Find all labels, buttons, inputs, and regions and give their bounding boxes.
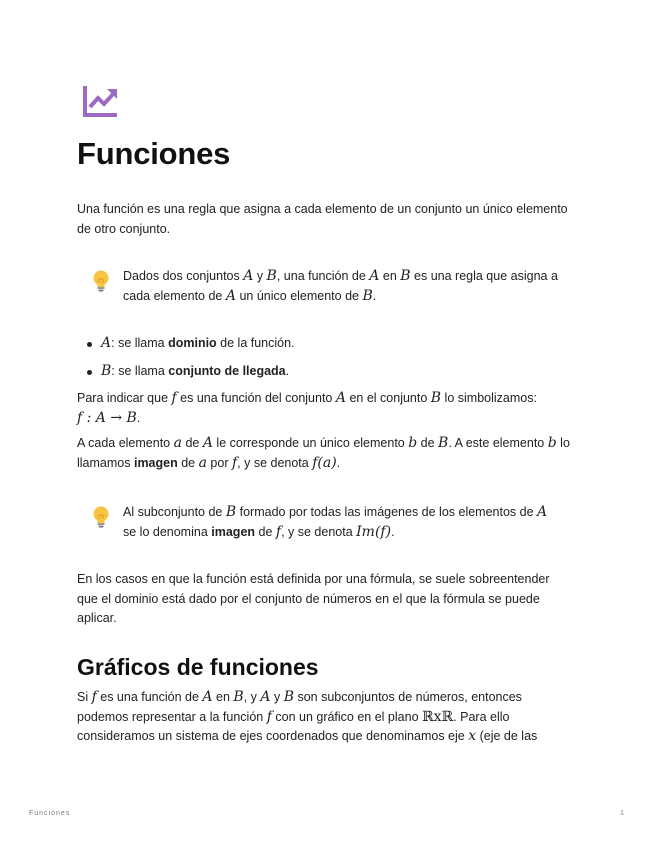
graph-paragraph: Si f es una función de A en B, y A y B son subconjuntos de números, entonces podemos representar a la función f con un gráfico en el plano ℝxℝ. Para ello consideramos un sistema de ejes coordenados que denominamos eje x (eje de las xyxy=(77,689,538,744)
definition-list xyxy=(77,334,573,390)
image-paragraph: A cada elemento a de A le corresponde un único elemento b de B. A este elemento b lo llamamos imagen de a por f, y se denota f(a). xyxy=(77,435,570,471)
domain-paragraph: En los casos en que la función está definida por una fórmula, se suele sobreentender que el dominio está dado por el conjunto de números en el que la fórmula se puede aplicar. xyxy=(77,572,550,625)
list-item-codomain: B: se llama conjunto de llegada. xyxy=(77,362,573,390)
function-notation: f : A → B xyxy=(77,409,137,426)
intro-paragraph: Una función es una regla que asigna a cada elemento de un conjunto un único elemento de otro conjunto. xyxy=(77,202,568,236)
callout-definition-text: Dados dos conjuntos A y B, una función de A en B es una regla que asigna a cada elemento de A un único elemento de B. xyxy=(123,268,558,304)
callout-image xyxy=(77,503,573,547)
page-title: Funciones xyxy=(77,136,231,171)
lightbulb-icon xyxy=(91,505,111,529)
chart-trend-icon xyxy=(82,84,120,118)
symbol-paragraph: Para indicar que f es una función del conjunto A en el conjunto B lo simbolizamos: f : A → B. xyxy=(77,390,537,426)
lightbulb-icon xyxy=(91,269,111,293)
list-item-domain: A: se llama dominio de la función. xyxy=(77,334,573,362)
page-number: 1 xyxy=(620,810,624,817)
callout-image-text: Al subconjunto de B formado por todas las imágenes de los elementos de A se lo denomina imagen de f, y se denota Im(f). xyxy=(123,504,548,540)
footer-title: Funciones xyxy=(29,810,71,817)
callout-definition xyxy=(77,267,573,311)
section-heading: Gráficos de funciones xyxy=(77,654,319,680)
